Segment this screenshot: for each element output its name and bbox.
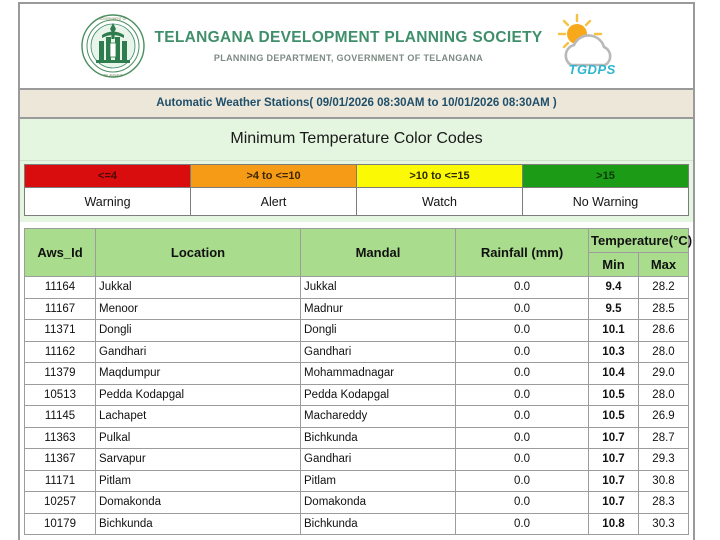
table-row[interactable] [25, 384, 689, 406]
cell-temp-min: 10.7 [589, 492, 639, 514]
cell-mandal: Pitlam [301, 470, 456, 492]
table-row[interactable] [25, 470, 689, 492]
legend-label-row [25, 188, 689, 216]
cell-location: Lachapet [96, 406, 301, 428]
cell-rainfall: 0.0 [456, 363, 589, 385]
masthead [20, 4, 693, 88]
cell-temp-max: 28.6 [639, 320, 689, 342]
cell-mandal: Bichkunda [301, 427, 456, 449]
cell-aws-id: 11164 [25, 277, 96, 299]
cell-rainfall: 0.0 [456, 470, 589, 492]
cell-temp-min: 9.5 [589, 298, 639, 320]
cell-rainfall: 0.0 [456, 298, 589, 320]
table-row[interactable] [25, 320, 689, 342]
cell-rainfall: 0.0 [456, 427, 589, 449]
cell-temp-max: 28.3 [639, 492, 689, 514]
cell-temp-min: 10.5 [589, 406, 639, 428]
cell-mandal: Dongli [301, 320, 456, 342]
tgdps-logo [549, 11, 633, 81]
cell-location: Pitlam [96, 470, 301, 492]
column-header-temperature: Temperature(°C) [589, 229, 689, 253]
table-row[interactable] [25, 341, 689, 363]
cell-aws-id: 11145 [25, 406, 96, 428]
cell-location: Bichkunda [96, 513, 301, 535]
cell-temp-max: 28.0 [639, 384, 689, 406]
tgdps-label: TGDPS [568, 62, 616, 77]
cell-location: Pulkal [96, 427, 301, 449]
cell-rainfall: 0.0 [456, 513, 589, 535]
cell-mandal: Gandhari [301, 341, 456, 363]
report-frame [18, 2, 695, 540]
cell-location: Sarvapur [96, 449, 301, 471]
legend-label-warning: Warning [25, 188, 191, 216]
legend-range-alert: >4 to <=10 [191, 165, 357, 188]
cell-location: Menoor [96, 298, 301, 320]
cell-aws-id: 11171 [25, 470, 96, 492]
cell-temp-max: 30.8 [639, 470, 689, 492]
column-header-temp-max[interactable]: Max [639, 253, 689, 277]
cell-aws-id: 10179 [25, 513, 96, 535]
legend-range-warning: <=4 [25, 165, 191, 188]
legend-range-no-warning: >15 [523, 165, 689, 188]
cell-temp-max: 28.5 [639, 298, 689, 320]
cell-temp-max: 30.3 [639, 513, 689, 535]
cell-temp-max: 29.3 [639, 449, 689, 471]
cell-rainfall: 0.0 [456, 320, 589, 342]
table-row[interactable] [25, 277, 689, 299]
color-codes-legend [20, 161, 693, 222]
cell-location: Domakonda [96, 492, 301, 514]
org-title-block [154, 29, 546, 63]
legend-label-alert: Alert [191, 188, 357, 216]
cell-temp-min: 10.8 [589, 513, 639, 535]
cell-rainfall: 0.0 [456, 341, 589, 363]
cell-temp-min: 10.1 [589, 320, 639, 342]
table-row[interactable] [25, 449, 689, 471]
cell-temp-min: 10.7 [589, 427, 639, 449]
cell-aws-id: 11379 [25, 363, 96, 385]
cell-temp-min: 10.5 [589, 384, 639, 406]
weather-stations-table [24, 228, 693, 535]
column-header-aws-id[interactable]: Aws_Id [25, 229, 96, 277]
cell-aws-id: 11371 [25, 320, 96, 342]
cell-temp-min: 10.7 [589, 470, 639, 492]
cell-mandal: Machareddy [301, 406, 456, 428]
cell-aws-id: 10257 [25, 492, 96, 514]
legend-label-watch: Watch [357, 188, 523, 216]
column-header-location[interactable]: Location [96, 229, 301, 277]
org-title: TELANGANA DEVELOPMENT PLANNING SOCIETY [154, 29, 543, 47]
cell-temp-max: 26.9 [639, 406, 689, 428]
cell-temp-min: 10.4 [589, 363, 639, 385]
legend-range-row [25, 165, 689, 188]
cell-mandal: Mohammadnagar [301, 363, 456, 385]
column-header-mandal[interactable]: Mandal [301, 229, 456, 277]
cell-rainfall: 0.0 [456, 277, 589, 299]
cell-temp-max: 28.7 [639, 427, 689, 449]
cell-mandal: Bichkunda [301, 513, 456, 535]
column-header-temp-min[interactable]: Min [589, 253, 639, 277]
cell-aws-id: 11363 [25, 427, 96, 449]
table-row[interactable] [25, 492, 689, 514]
table-row[interactable] [25, 363, 689, 385]
cell-rainfall: 0.0 [456, 492, 589, 514]
weather-stations-table-wrap [20, 222, 693, 535]
cell-temp-min: 10.7 [589, 449, 639, 471]
cell-aws-id: 11367 [25, 449, 96, 471]
cell-aws-id: 11162 [25, 341, 96, 363]
cell-location: Gandhari [96, 341, 301, 363]
cell-aws-id: 11167 [25, 298, 96, 320]
cell-location: Pedda Kodapgal [96, 384, 301, 406]
cell-temp-min: 10.3 [589, 341, 639, 363]
cell-temp-max: 28.0 [639, 341, 689, 363]
cell-temp-max: 28.2 [639, 277, 689, 299]
cell-mandal: Domakonda [301, 492, 456, 514]
cell-rainfall: 0.0 [456, 449, 589, 471]
svg-text:GOVERNMENT OF: GOVERNMENT OF [99, 17, 128, 22]
cell-location: Dongli [96, 320, 301, 342]
cell-location: Maqdumpur [96, 363, 301, 385]
column-header-rainfall[interactable]: Rainfall (mm) [456, 229, 589, 277]
table-header [25, 229, 693, 277]
cell-temp-min: 9.4 [589, 277, 639, 299]
table-body [25, 277, 689, 535]
cell-temp-max: 29.0 [639, 363, 689, 385]
cell-location: Jukkal [96, 277, 301, 299]
cell-mandal: Jukkal [301, 277, 456, 299]
cell-rainfall: 0.0 [456, 406, 589, 428]
table-row[interactable] [25, 427, 689, 449]
telangana-state-emblem-icon [80, 13, 146, 79]
cell-aws-id: 10513 [25, 384, 96, 406]
svg-text:TELANGANA: TELANGANA [103, 73, 124, 78]
color-codes-title: Minimum Temperature Color Codes [20, 119, 693, 161]
date-range-banner: Automatic Weather Stations( 09/01/2026 08:30AM to 10/01/2026 08:30AM ) [20, 88, 693, 119]
table-row[interactable] [25, 406, 689, 428]
cell-mandal: Pedda Kodapgal [301, 384, 456, 406]
table-row[interactable] [25, 513, 689, 535]
cell-mandal: Gandhari [301, 449, 456, 471]
cell-mandal: Madnur [301, 298, 456, 320]
org-subtitle: PLANNING DEPARTMENT, GOVERNMENT OF TELANGANA [213, 52, 484, 63]
cell-rainfall: 0.0 [456, 384, 589, 406]
table-row[interactable] [25, 298, 689, 320]
legend-range-watch: >10 to <=15 [357, 165, 523, 188]
legend-label-no-warning: No Warning [523, 188, 689, 216]
